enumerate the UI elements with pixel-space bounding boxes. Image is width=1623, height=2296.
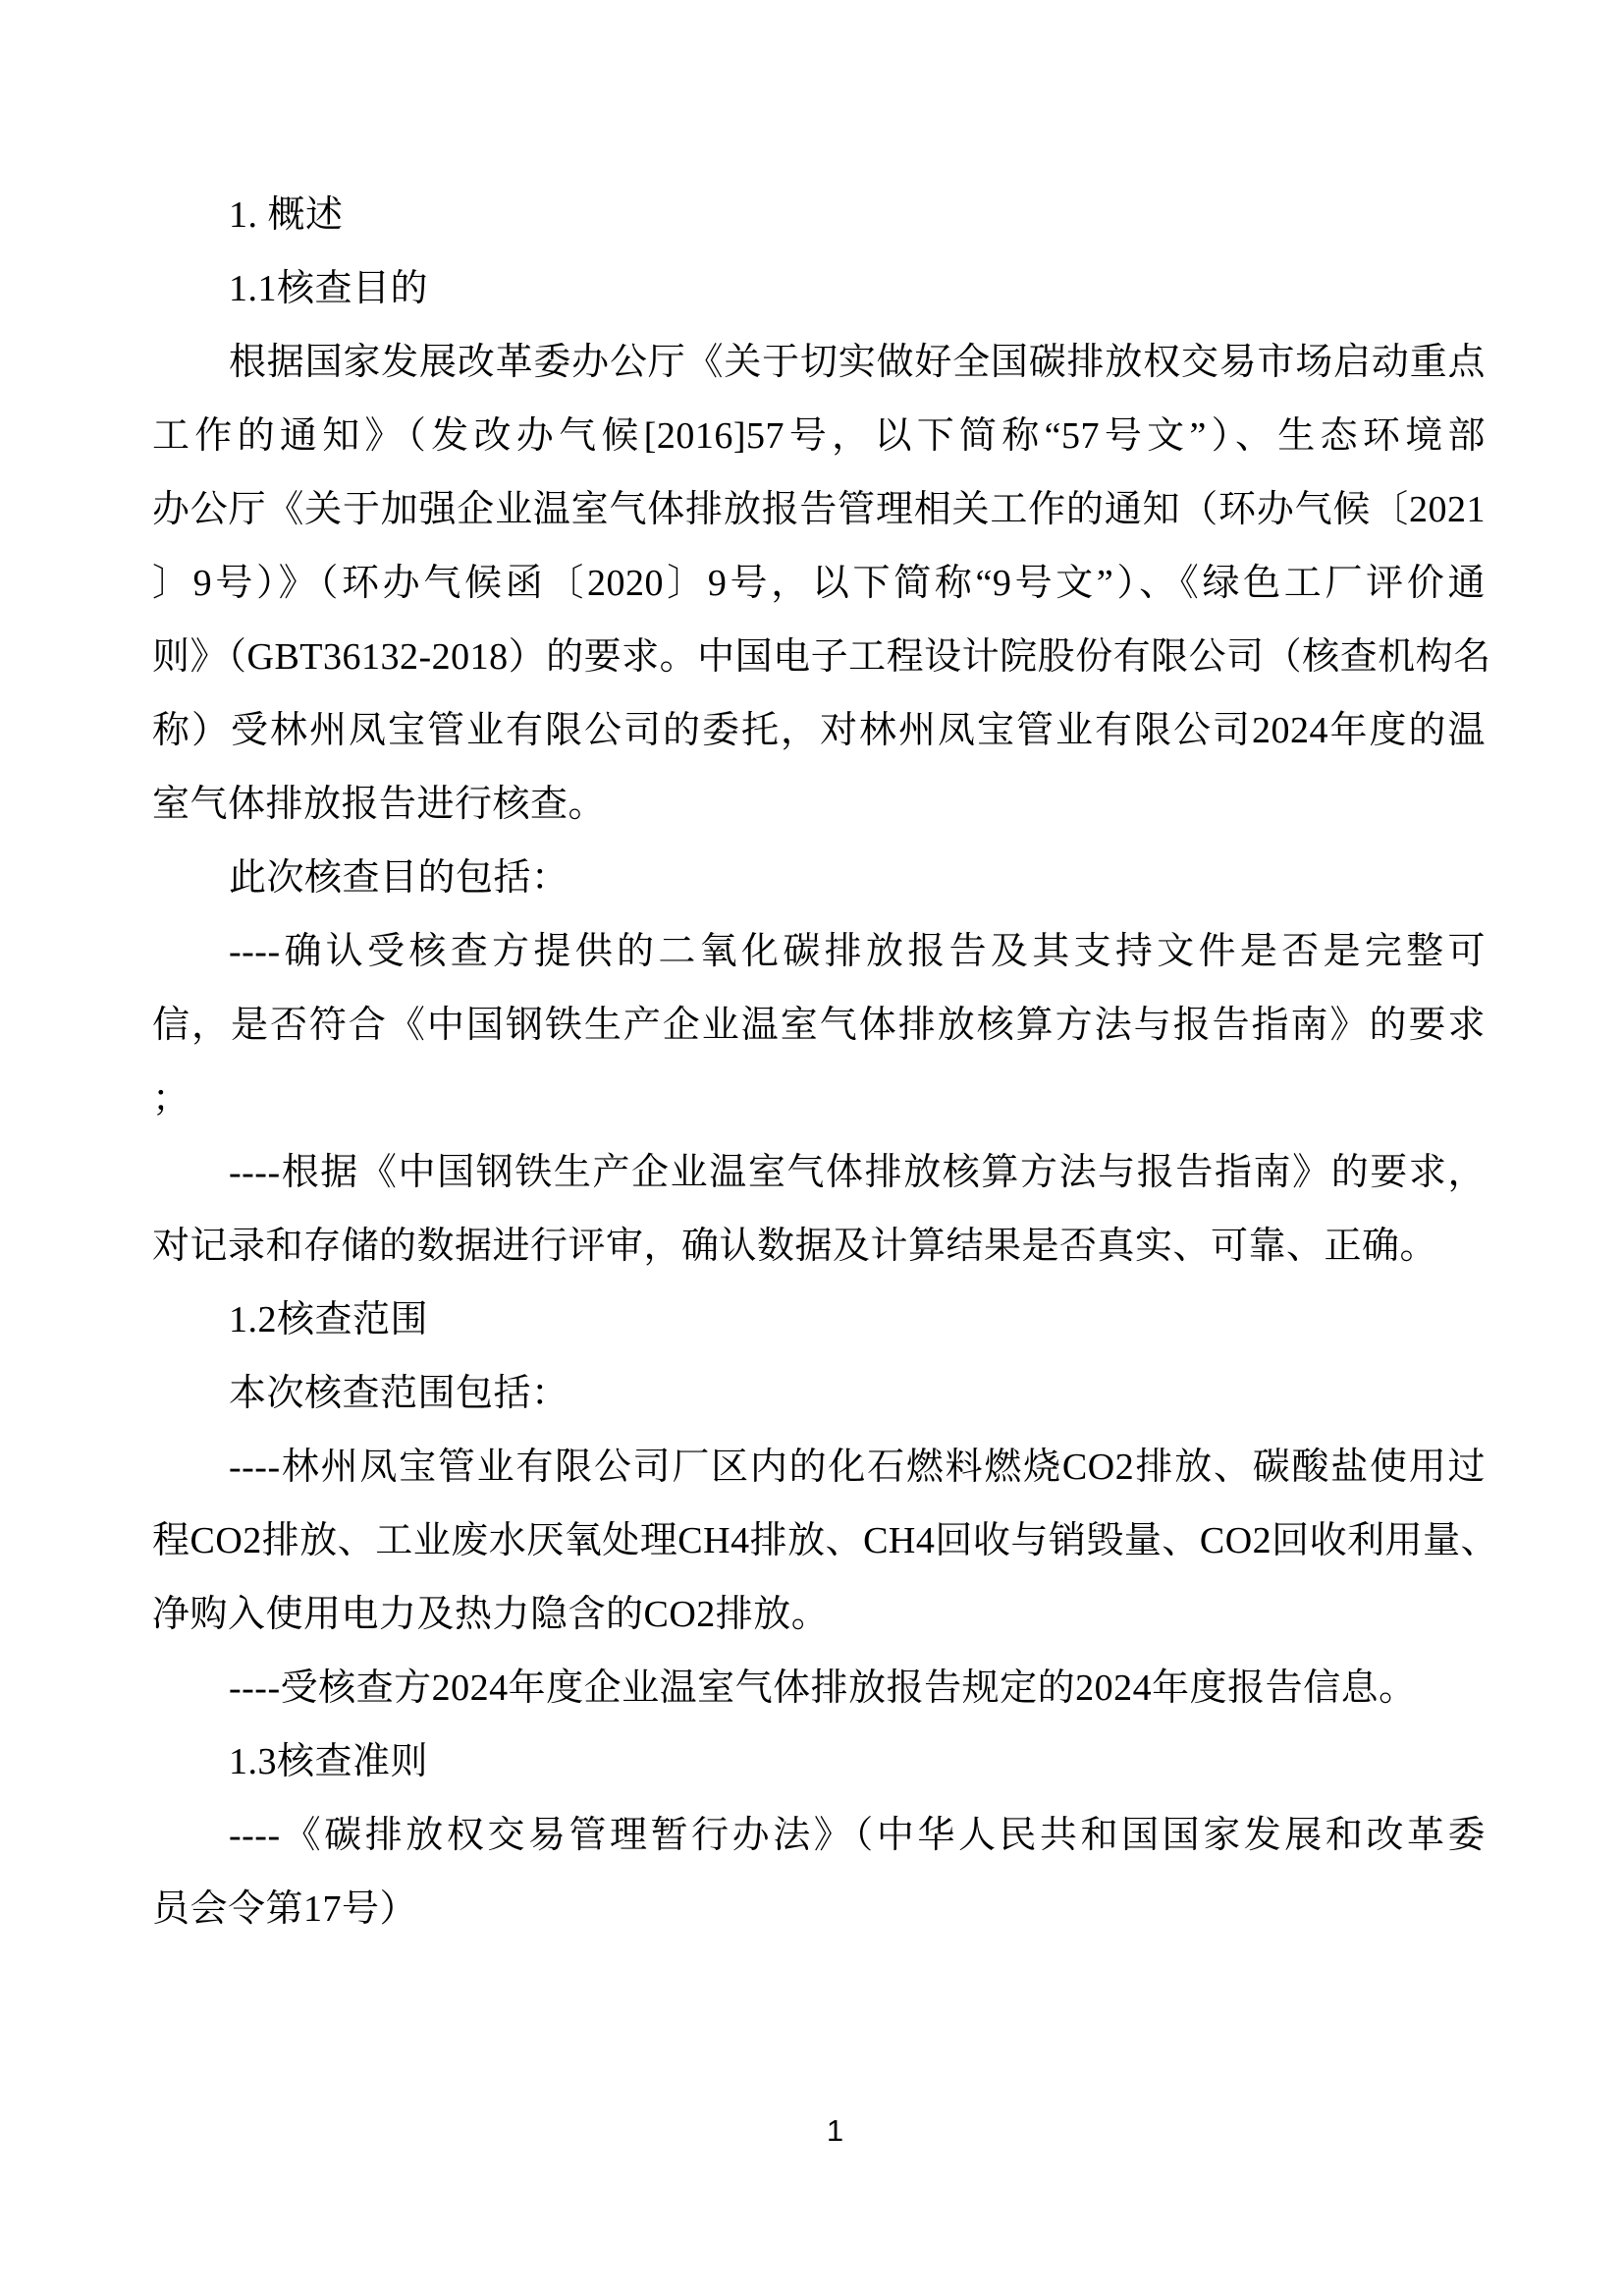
- heading-1-1-purpose: 1.1核查目的: [229, 268, 429, 309]
- paragraph-line: ----《碳排放权交易管理暂行办法》（中华人民共和国国家发展和改革委: [229, 1815, 1486, 1856]
- paragraph-line: 根据国家发展改革委办公厅《关于切实做好全国碳排放权交易市场启动重点: [229, 342, 1486, 383]
- heading-1-overview: 1. 概述: [229, 194, 344, 236]
- paragraph-line: ----林州凤宝管业有限公司厂区内的化石燃料燃烧CO2排放、碳酸盐使用过: [229, 1447, 1486, 1488]
- paragraph-line: 信，是否符合《中国钢铁生产企业温室气体排放核算方法与报告指南》的要求: [152, 1005, 1486, 1046]
- paragraph-line: ；: [152, 1078, 190, 1120]
- paragraph-line: ----确认受核查方提供的二氧化碳排放报告及其支持文件是否是完整可: [229, 931, 1486, 972]
- paragraph-line: 称）受林州凤宝管业有限公司的委托，对林州凤宝管业有限公司2024年度的温: [152, 710, 1486, 751]
- heading-1-2-scope: 1.2核查范围: [229, 1299, 429, 1340]
- heading-1-3-criteria: 1.3核查准则: [229, 1741, 429, 1782]
- paragraph-line: 此次核查目的包括：: [229, 857, 569, 899]
- document-body: [152, 179, 1499, 1946]
- paragraph-line: ----根据《中国钢铁生产企业温室气体排放核算方法与报告指南》的要求，: [229, 1152, 1486, 1193]
- page-number: 1: [826, 2113, 844, 2148]
- paragraph-line: 〕9号）》（环办气候函〔2020〕9号，以下简称“9号文”）、《绿色工厂评价通: [152, 563, 1486, 604]
- paragraph-line: ----受核查方2024年度企业温室气体排放报告规定的2024年度报告信息。: [229, 1667, 1417, 1709]
- paragraph-line: 本次核查范围包括：: [229, 1373, 569, 1414]
- paragraph-line: 程CO2排放、工业废水厌氧处理CH4排放、CH4回收与销毁量、CO2回收利用量、: [152, 1520, 1499, 1561]
- paragraph-line: 办公厅《关于加强企业温室气体排放报告管理相关工作的通知（环办气候〔2021: [152, 489, 1486, 530]
- paragraph-line: 则》（GBT36132-2018）的要求。中国电子工程设计院股份有限公司（核查机构名: [152, 636, 1491, 678]
- paragraph-line: 工作的通知》（发改办气候[2016]57号，以下简称“57号文”）、生态环境部: [152, 415, 1486, 457]
- paragraph-line: 员会令第17号）: [152, 1888, 418, 1930]
- paragraph-line: 对记录和存储的数据进行评审，确认数据及计算结果是否真实、可靠、正确。: [152, 1226, 1438, 1267]
- paragraph-line: 室气体排放报告进行核查。: [152, 784, 607, 825]
- paragraph-line: 净购入使用电力及热力隐含的CO2排放。: [152, 1594, 830, 1635]
